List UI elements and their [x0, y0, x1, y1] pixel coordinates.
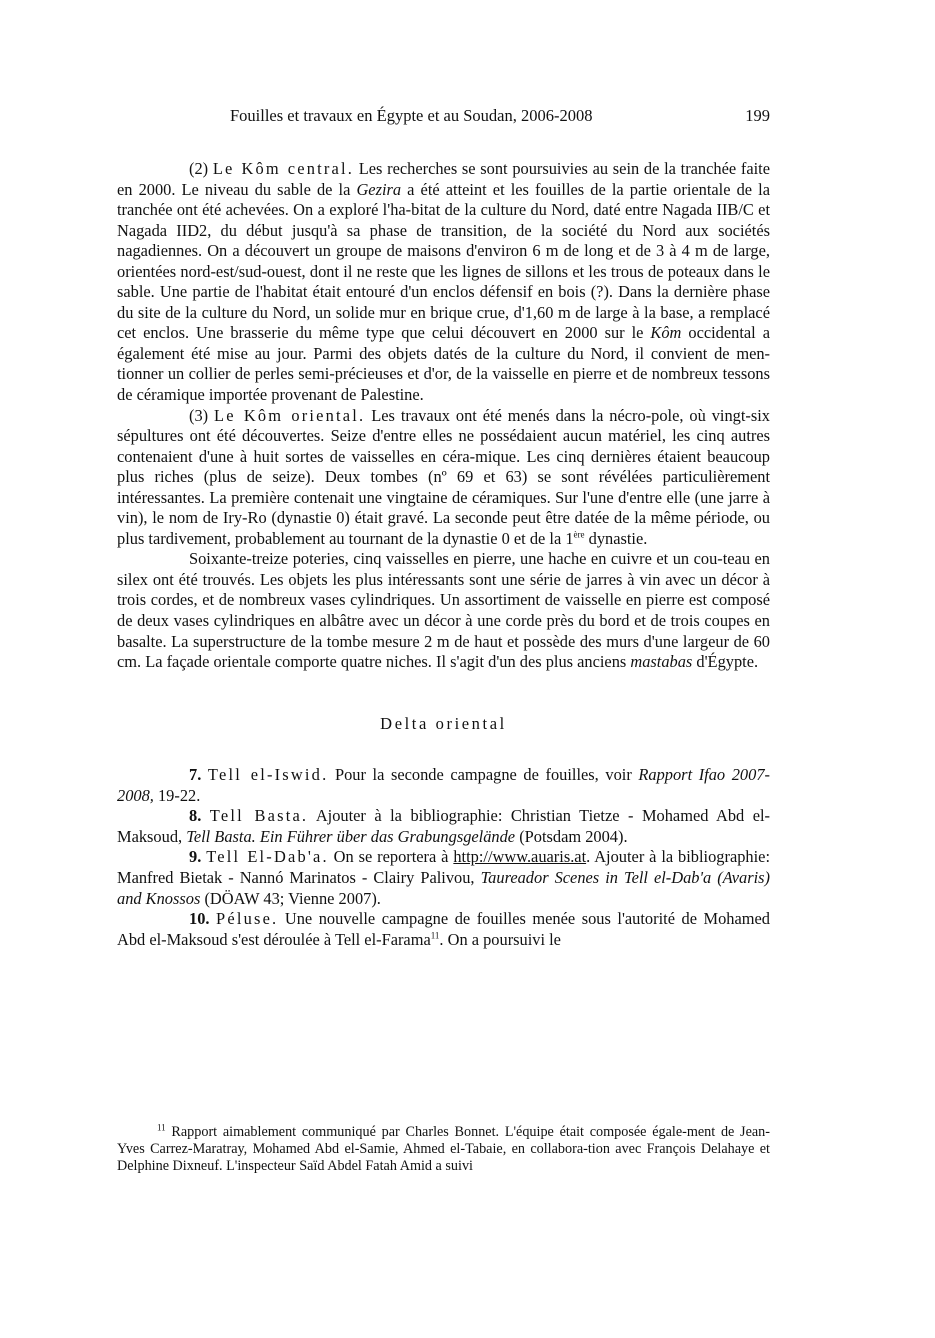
- paragraph-number: (3): [189, 405, 209, 425]
- entry-peluse: 10. Péluse. Une nouvelle campagne de fouilles menée sous l'autorité de Mohamed Abd el-Maksoud s'est déroulée à Tell el-Farama$^{11}$. On a poursuivi le: [117, 909, 770, 949]
- entry-place: Tell Basta.: [209, 806, 309, 826]
- paragraph-kom-central: (2) Le Kôm central. Les recherches se sont poursuivies au sein de la tranchée faite en 2000. Le niveau du sable de la Gezira a été atteint et les fouilles de la partie orientale de la tranchée ont été achevées. On a exploré l'ha-bitat de la culture du Nord, daté entre Nagada IIB/C et Nagada IID2, du début jusqu'à sa phase de transition, de la société du Nord aux sociétés nagadiennes. On a découvert un groupe de maisons d'environ 6 m de long et de 3 à 4 m de large, orientées nord-est/sud-ouest, dont il ne reste que les lignes de sillons et les trous de poteaux dans le sable. Une partie de l'habitat était entouré d'un enclos défensif en bois (?). Dans la dernière phase du site de la culture du Nord, un solide mur en brique crue, d'1,60 m de large à la base, a remplacé cet enclos. Une brasserie du même type que celui découvert en 2000 sur le Kôm occidental a également été mise au jour. Parmi des objets datés de la culture du Nord, il convient de men-tionner un collier de perles semi-précieuses et d'or, de la vaisselle en pierre et de nombreux tessons de céramique importée provenant de Palestine.: [117, 159, 770, 405]
- entry-tell-el-iswid: 7. Tell el-Iswid. Pour la seconde campagne de fouilles, voir Rapport Ifao 2007-2008, 19-22.: [117, 765, 770, 805]
- running-title: Fouilles et travaux en Égypte et au Soudan, 2006-2008: [230, 106, 593, 125]
- entry-place: Tell el-Iswid.: [207, 765, 329, 785]
- paragraph-soixante: Soixante-treize poteries, cinq vaisselles en pierre, une hache en cuivre et un cou-teau en silex ont été trouvés. Les objets les plus intéressants sont une série de jarres à vin avec un décor à trois cordes, et de nombreux vases cylindriques. Un assortiment de vaisselle en pierre est composé de deux vases cylindriques en albâtre avec un décor à une corde près du bord et de trois coupes en basalte. La superstructure de la tombe mesure 2 m de haut et possède des murs d'une largeur de 60 cm. La façade orientale comporte quatre niches. Il s'agit d'un des plus anciens mastabas d'Égypte.: [117, 549, 770, 672]
- entry-number: 8.: [189, 806, 202, 826]
- entry-number: 9.: [189, 847, 202, 867]
- paragraph-number: (2): [189, 159, 209, 178]
- entry-place: Péluse.: [216, 909, 279, 929]
- entry-number: 10.: [189, 909, 210, 929]
- footnote-text: Rapport aimablement communiqué par Charles Bonnet. L'équipe était composée égale-ment de Jean-Yves Carrez-Maratray, Mohamed Abd el-Samie, Ahmed el-Tabaie, en collabora-tion avec François Delahaye et Delphine Dixneuf. L'inspecteur Saïd Abdel Fatah Amid a suivi: [117, 1124, 770, 1175]
- footnote: [117, 1124, 770, 1176]
- footnote-ref: 11: [430, 930, 440, 941]
- paragraph-title: Le Kôm oriental.: [214, 405, 366, 425]
- page-body: [117, 159, 770, 950]
- paragraph-kom-oriental: (3) Le Kôm oriental. Les travaux ont été menés dans la nécro-pole, où vingt-six sépultures ont été découvertes. Seize d'entre elles ne possédaient aucun matériel, les cinq autres contenaient d'une à huit sortes de vaisselles en céra-mique. Les cinq dernières étaient beaucoup plus riches (plus de seize). Deux tombes (nº 69 et 63) se sont révélées particulièrement intéressantes. La première contenait une vingtaine de céramiques. Sur l'une d'entre elle (une jarre à vin), le nom de Iry-Ro (dynastie 0) était gravé. La seconde peut être datée de la même période, ou plus tardivement, probablement au tournant de la dynastie 0 et de la 1ère dynastie.: [117, 405, 770, 548]
- section-heading: Delta oriental: [380, 713, 507, 733]
- paragraph-title: Le Kôm central.: [212, 159, 355, 178]
- entry-place: Tell El-Dab'a.: [206, 847, 329, 867]
- auaris-link[interactable]: http://www.auaris.at: [453, 847, 587, 867]
- entry-number: 7.: [189, 765, 202, 785]
- page-number: 199: [745, 106, 770, 125]
- footnote-mark: 11: [157, 1122, 166, 1133]
- entry-tell-el-daba: 9. Tell El-Dab'a. On se reportera à http://www.auaris.at. Ajouter à la bibliographie: Manfred Bietak - Nannó Marinatos - Clairy Palivou, Taureador Scenes in Tell el-Dab'a (Avaris) and Knossos (DÖAW 43; Vienne 2007).: [117, 847, 770, 908]
- entry-tell-basta: 8. Tell Basta. Ajouter à la bibliographie: Christian Tietze - Mohamed Abd el-Maksoud, Tell Basta. Ein Führer über das Grabungsgelände (Potsdam 2004).: [117, 806, 770, 846]
